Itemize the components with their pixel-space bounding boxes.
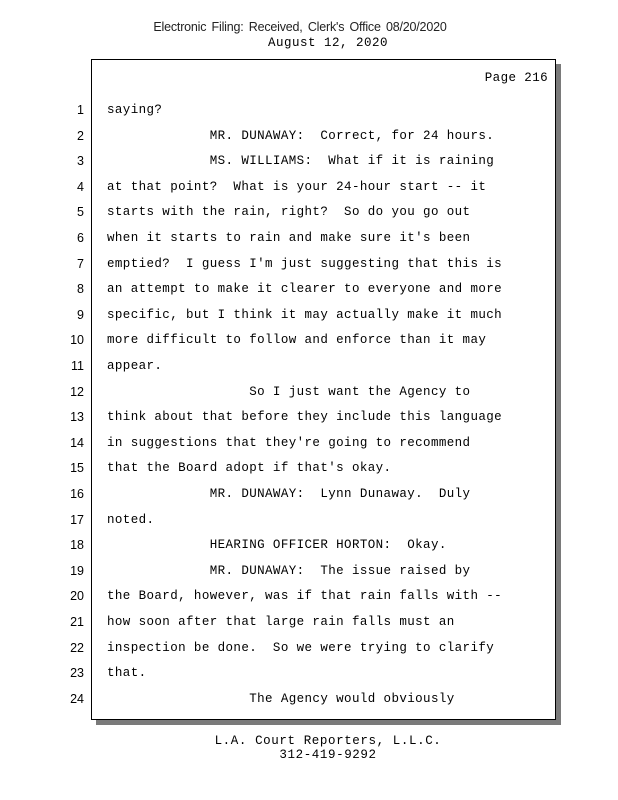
- reporter-name: L.A. Court Reporters, L.L.C.: [214, 734, 442, 748]
- line-number: 4: [77, 179, 84, 194]
- line-text: MR. DUNAWAY: Correct, for 24 hours.: [107, 128, 495, 143]
- line-text: that the Board adopt if that's okay.: [107, 461, 392, 476]
- line-text: MR. DUNAWAY: Lynn Dunaway. Duly: [107, 487, 471, 501]
- line-number: 19: [70, 563, 84, 578]
- line-text: starts with the rain, right? So do you go out: [107, 205, 471, 220]
- line-number: 1: [77, 103, 84, 117]
- line-number: 14: [70, 435, 84, 450]
- line-text: more difficult to follow and enforce than it may: [107, 333, 487, 348]
- line-text: specific, but I think it may actually make it much: [107, 307, 503, 322]
- line-number: 8: [77, 282, 84, 297]
- line-text: appear.: [107, 359, 163, 373]
- line-number: 17: [70, 512, 84, 527]
- line-text: that.: [107, 666, 147, 681]
- line-number: 13: [70, 410, 84, 425]
- line-number: 20: [70, 589, 84, 604]
- line-number: 7: [77, 256, 84, 271]
- filing-stamp: Electronic Filing: Received, Clerk's Office 08/20/2020: [153, 20, 447, 34]
- line-text: The Agency would obviously: [107, 691, 455, 706]
- line-text: think about that before they include this language: [107, 410, 503, 425]
- line-text: at that point? What is your 24-hour start -- it: [107, 179, 487, 194]
- line-number: 3: [77, 154, 84, 169]
- line-number: 24: [70, 691, 84, 706]
- line-number: 11: [71, 359, 84, 373]
- line-number: 6: [77, 231, 84, 245]
- reporter-phone: 312-419-9292: [279, 748, 377, 762]
- line-text: noted.: [107, 512, 155, 527]
- line-text: how soon after that large rain falls must an: [107, 615, 455, 629]
- line-text: saying?: [107, 103, 163, 117]
- line-text: emptied? I guess I'm just suggesting that this is: [107, 256, 503, 271]
- line-number: 5: [77, 205, 84, 220]
- line-number: 10: [70, 333, 84, 348]
- line-text: in suggestions that they're going to recommend: [107, 435, 471, 450]
- line-number: 23: [70, 666, 84, 681]
- line-text: the Board, however, was if that rain falls with --: [107, 589, 503, 604]
- line-number: 12: [70, 384, 84, 399]
- page-number: Page 216: [484, 71, 548, 85]
- line-text: HEARING OFFICER HORTON: Okay.: [107, 538, 447, 553]
- line-number: 9: [77, 307, 84, 322]
- line-text: an attempt to make it clearer to everyone and more: [107, 282, 503, 297]
- line-text: inspection be done. So we were trying to clarify: [107, 640, 495, 655]
- line-number: 16: [70, 487, 84, 501]
- line-text: MS. WILLIAMS: What if it is raining: [107, 154, 495, 169]
- line-number: 15: [70, 461, 84, 476]
- line-text: So I just want the Agency to: [107, 384, 471, 399]
- line-text: when it starts to rain and make sure it's been: [107, 231, 471, 245]
- line-number: 2: [77, 128, 84, 143]
- line-number: 18: [70, 538, 84, 553]
- hearing-date: August 12, 2020: [267, 36, 389, 50]
- line-text: MR. DUNAWAY: The issue raised by: [107, 563, 471, 578]
- line-number: 22: [70, 640, 84, 655]
- line-number: 21: [70, 615, 84, 629]
